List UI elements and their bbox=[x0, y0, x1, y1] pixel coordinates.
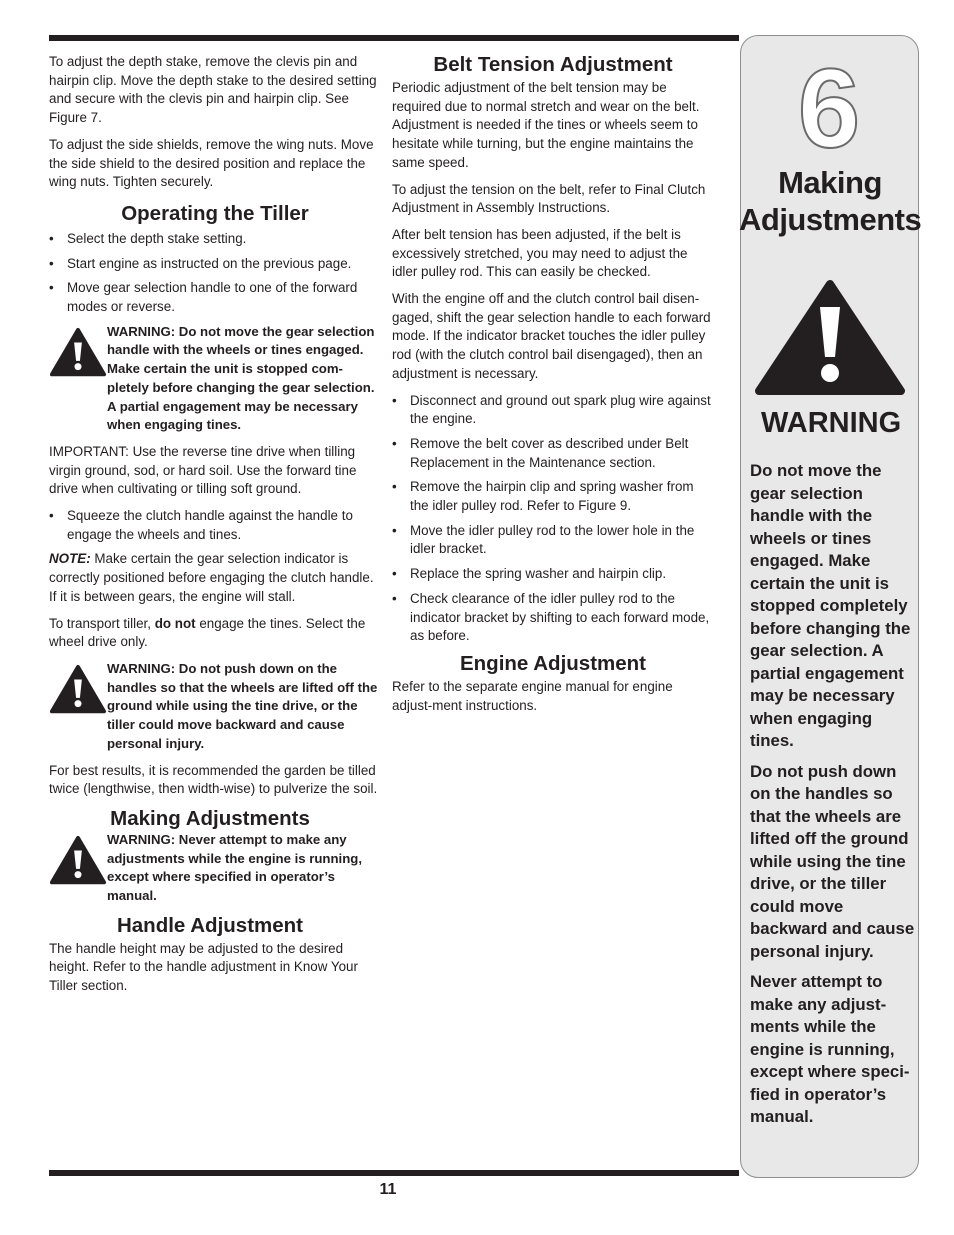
clutch-bullet-list bbox=[49, 507, 381, 544]
chapter-title-line2: Adjustments bbox=[739, 202, 922, 237]
paragraph-belt-1: Periodic adjustment of the belt tension may be required due to normal stretch and wear on the belt. Adjustment is needed if the tines or wheels seem to hesitate while turning, but the engine maintains the same speed. bbox=[392, 80, 700, 170]
warning-gear-text: WARNING: Do not move the gear selection handle with the wheels or tines engaged. Make certain the unit is stopped com-pletely before changing the gear selection. A partial engagement may be necessary when engaging tines. bbox=[107, 323, 375, 433]
warning-adjust-text: WARNING: Never attempt to make any adjustments while the engine is running, except where specified in operator’s manual. bbox=[107, 831, 362, 904]
warning-adjust-block bbox=[49, 831, 381, 906]
sidebar-warning-heading: WARNING bbox=[761, 407, 902, 439]
warning-triangle-icon bbox=[49, 835, 107, 885]
transport-text-a: To transport tiller, bbox=[49, 615, 155, 631]
paragraph-belt-4: With the engine off and the clutch control bail disen-gaged, shift the gear selection handle to each forward mode. If the indicator bracket touches the idler pulley rod (with the clutch control bail disengaged), then an adjustment is necessary. bbox=[392, 291, 711, 381]
warning-triangle-icon bbox=[49, 664, 107, 714]
chapter-sidebar bbox=[739, 35, 922, 1178]
transport-emphasis: do not bbox=[154, 615, 196, 631]
list-item: • Check clearance of the idler pulley rod to the indicator bracket by shifting to each forward mode, as before. bbox=[392, 590, 714, 646]
page-number: 11 bbox=[379, 1181, 397, 1198]
left-column bbox=[49, 53, 381, 1004]
paragraph-belt-3: After belt tension has been adjusted, if the belt is excessively stretched, you may need to adjust the idler pulley rod. This can easily be checked. bbox=[392, 226, 688, 280]
sidebar-warning-body bbox=[750, 460, 916, 1137]
paragraph-side-shields: To adjust the side shields, remove the wing nuts. Move the side shield to the desired position and replace the wing nuts. Tighten securely. bbox=[49, 136, 374, 190]
heading-operating-tiller: Operating the Tiller bbox=[121, 201, 309, 225]
list-item: • Disconnect and ground out spark plug wire against the engine. bbox=[392, 392, 714, 429]
transport-text-b: engage the tines. Select the wheel drive only. bbox=[49, 615, 366, 650]
warning-triangle-icon bbox=[49, 327, 107, 377]
list-item: • Start engine as instructed on the previous page. bbox=[49, 255, 381, 274]
heading-handle-adjustment: Handle Adjustment bbox=[116, 913, 304, 937]
paragraph-important: IMPORTANT: Use the reverse tine drive when tilling virgin ground, sod, or hard soil. Use the forward tine drive when cultivating or tilling soft ground. bbox=[49, 443, 357, 497]
paragraph-note bbox=[49, 550, 381, 606]
list-item: • Replace the spring washer and hairpin clip. bbox=[392, 565, 714, 584]
paragraph-depth-stake: To adjust the depth stake, remove the clevis pin and hairpin clip. Move the depth stake to the desired setting and secure with the clevis pin and hairpin clip. See Figure 7. bbox=[49, 54, 377, 126]
chapter-title bbox=[739, 164, 921, 238]
paragraph-belt-2: To adjust the tension on the belt, refer to Final Clutch Adjustment in Assembly Instructions. bbox=[392, 181, 706, 216]
chapter-title-line1: Making bbox=[778, 165, 882, 200]
paragraph-transport bbox=[49, 615, 381, 652]
bottom-rule bbox=[49, 1170, 739, 1176]
note-label: NOTE: bbox=[49, 551, 91, 567]
list-item: • Select the depth stake setting. bbox=[49, 230, 381, 249]
heading-engine-adjustment: Engine Adjustment bbox=[459, 651, 647, 675]
paragraph-best-results: For best results, it is recommended the garden be tilled twice (lengthwise, then width-wise) to pulverize the soil. bbox=[49, 762, 378, 797]
list-item: • Move gear selection handle to one of the forward modes or reverse. bbox=[49, 279, 381, 316]
warning-handles-text: WARNING: Do not push down on the handles so that the wheels are lifted off the ground while using the tine drive, or the tiller could move backward and cause personal injury. bbox=[107, 660, 378, 751]
sidebar-warning-item: Do not push down on the handles so that the wheels are lifted off the ground while using the tine drive, or the tiller could move backward and cause personal injury. bbox=[750, 761, 915, 961]
belt-bullet-list bbox=[392, 392, 714, 646]
paragraph-handle: The handle height may be adjusted to the desired height. Refer to the handle adjustment in Know Your Tiller section. bbox=[49, 940, 358, 994]
list-item: • Move the idler pulley rod to the lower hole in the idler bracket. bbox=[392, 522, 714, 559]
heading-belt-tension: Belt Tension Adjustment bbox=[433, 53, 673, 76]
sidebar-warning-item: Do not move the gear selection handle with the wheels or tines engaged. Make certain the unit is stopped completely before changing the gear selection. A partial engagement may be necessary when engaging tines. bbox=[750, 461, 911, 750]
warning-handles-block bbox=[49, 660, 381, 754]
warning-gear-block bbox=[49, 323, 381, 435]
warning-triangle-icon bbox=[754, 279, 906, 397]
note-text: Make certain the gear selection indicator is correctly positioned before engaging the clutch handle. If it is between gears, the engine will stall. bbox=[49, 551, 374, 604]
list-item: • Squeeze the clutch handle against the handle to engage the wheels and tines. bbox=[49, 507, 381, 544]
paragraph-engine: Refer to the separate engine manual for engine adjust-ment instructions. bbox=[392, 678, 673, 713]
chapter-number: 6 bbox=[797, 46, 861, 171]
top-rule bbox=[49, 35, 739, 41]
sidebar-warning-item: Never attempt to make any adjust-ments while the engine is running, except where speci-fied in operator’s manual. bbox=[750, 972, 910, 1126]
heading-making-adjustments: Making Adjustments bbox=[110, 806, 310, 830]
middle-column bbox=[392, 53, 714, 723]
list-item: • Remove the belt cover as described under Belt Replacement in the Maintenance section. bbox=[392, 435, 714, 472]
list-item: • Remove the hairpin clip and spring washer from the idler pulley rod. Refer to Figure 9. bbox=[392, 478, 714, 515]
operating-bullet-list bbox=[49, 230, 381, 317]
